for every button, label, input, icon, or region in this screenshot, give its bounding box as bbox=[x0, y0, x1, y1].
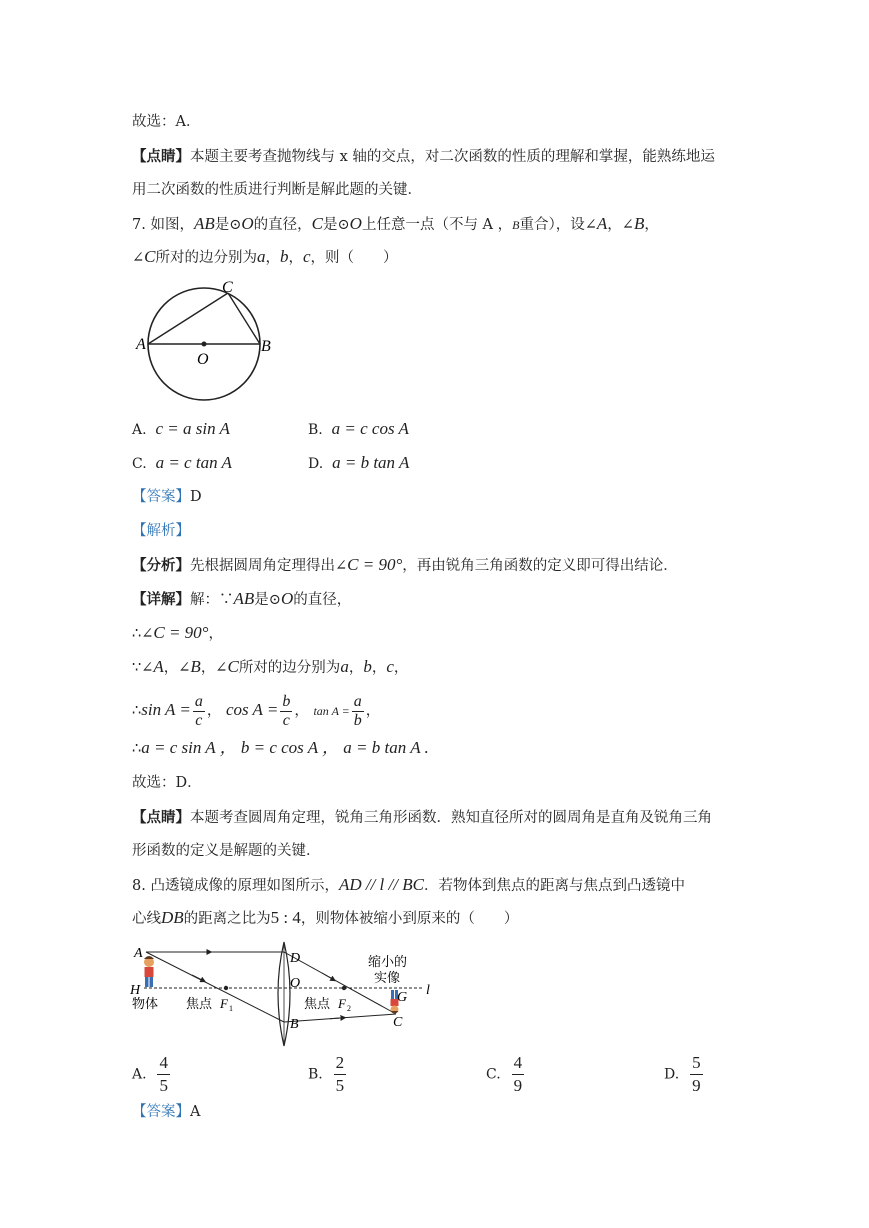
math-a: a bbox=[257, 247, 266, 266]
circle-figure bbox=[132, 278, 282, 403]
fraction-num: a bbox=[194, 692, 203, 710]
q7-text: 是⊙ bbox=[214, 217, 242, 233]
option-expr: a = b tan A bbox=[332, 453, 410, 472]
analysis-text: 先根据圆周角定理得出∠ bbox=[190, 558, 348, 574]
step-1 bbox=[132, 623, 223, 644]
chord-BC bbox=[228, 293, 260, 344]
analysis-line bbox=[132, 555, 678, 576]
detail-tag: 【详解】 bbox=[132, 591, 190, 608]
ray-arrow bbox=[192, 975, 204, 981]
fraction-den: 5 bbox=[335, 1076, 345, 1095]
q7-text: 重合），设∠ bbox=[519, 217, 597, 233]
q8-text: ，则物体被缩小到原来的（ ） bbox=[300, 911, 519, 927]
comment-text: 本题主要考查抛物线与 x 轴的交点，对二次函数的性质的理解和掌握，能熟练地运 bbox=[190, 149, 715, 165]
q7-text: 如图， bbox=[150, 217, 194, 233]
q7-text: 的直径， bbox=[253, 217, 312, 233]
option-label: C. bbox=[486, 1066, 501, 1083]
q7-text: ，则（ ） bbox=[310, 250, 398, 266]
label-B: B bbox=[290, 1017, 299, 1032]
option-fraction bbox=[690, 1052, 703, 1097]
fraction-den: c bbox=[282, 711, 290, 729]
label-F1: F bbox=[220, 996, 228, 1011]
label-reduced: 缩小的 bbox=[368, 955, 408, 970]
fraction-den: 5 bbox=[159, 1076, 168, 1095]
math-B: B bbox=[633, 214, 645, 233]
step-3: ∴sin A = $\frac{a}{c}$ ， cos A = $\frac{b}{c}$ ， tan A = $\frac{a}{b}$ ， bbox=[132, 692, 381, 729]
q7-text: ， bbox=[288, 250, 303, 266]
label-object: 物体 bbox=[132, 997, 159, 1012]
detail-line bbox=[132, 589, 351, 610]
option-label: A. bbox=[132, 422, 147, 438]
comment-tag: 【点睛】 bbox=[132, 148, 190, 165]
q7-text: ， bbox=[644, 217, 659, 233]
question-7-line-2 bbox=[132, 247, 398, 268]
question-8-line-1 bbox=[132, 875, 685, 896]
math-AB: AB bbox=[233, 589, 255, 608]
math-parallel: AD // l // BC bbox=[338, 875, 424, 894]
math-C90: C = 90° bbox=[347, 555, 403, 574]
step-text: ∵∠ bbox=[132, 660, 154, 676]
math-DB: DB bbox=[161, 908, 184, 927]
label-A: A bbox=[134, 946, 143, 961]
fraction-num: 2 bbox=[334, 1052, 347, 1075]
math-b: b bbox=[280, 247, 289, 266]
ray-arrow bbox=[322, 973, 334, 980]
fraction-den: b bbox=[353, 711, 362, 729]
fraction-num: b bbox=[282, 692, 291, 710]
step-text: ， bbox=[371, 660, 387, 676]
analysis-header: 【解析】 bbox=[132, 523, 190, 539]
q8-text: 心线 bbox=[132, 911, 161, 927]
q7-text: 所对的边分别为 bbox=[155, 250, 257, 266]
step-text: ，∠ bbox=[163, 660, 191, 676]
fraction-den: 9 bbox=[513, 1076, 523, 1095]
tan-fraction bbox=[352, 693, 364, 730]
label-O: O bbox=[197, 351, 209, 368]
math-a: a bbox=[340, 657, 349, 676]
step-text: ， bbox=[208, 626, 223, 642]
question-number: 8. bbox=[132, 878, 146, 894]
math-C: C bbox=[144, 247, 156, 266]
option-fraction bbox=[512, 1052, 525, 1097]
sin-fraction bbox=[193, 693, 205, 730]
step-text: ∴ bbox=[132, 703, 142, 719]
step-text: ， bbox=[393, 660, 409, 676]
math-A: A bbox=[153, 657, 164, 676]
step-4 bbox=[132, 738, 429, 759]
math-B: B bbox=[512, 218, 520, 232]
label-focus-1: 焦点 bbox=[186, 997, 213, 1012]
q7-text: 是⊙ bbox=[323, 217, 350, 233]
label-G: G bbox=[397, 990, 408, 1005]
answer-7 bbox=[132, 487, 202, 507]
step-text: ∴ bbox=[132, 741, 142, 757]
option-label: D. bbox=[308, 456, 324, 472]
math-O: O bbox=[280, 589, 294, 608]
detail-text: 的直径， bbox=[293, 592, 352, 608]
step-text: ， bbox=[348, 660, 364, 676]
option-label: D. bbox=[664, 1066, 680, 1083]
option-C[interactable] bbox=[486, 1052, 526, 1097]
step-text: 所对的边分别为 bbox=[238, 660, 341, 676]
lens-figure bbox=[130, 938, 440, 1050]
option-C[interactable] bbox=[132, 453, 232, 474]
comment-text: 本题考查圆周角定理，锐角三角形函数．熟知直径所对的圆周角是直角及锐角三角 bbox=[190, 810, 712, 826]
label-A: A bbox=[136, 336, 146, 353]
math-B: B bbox=[190, 657, 201, 676]
tan-lhs: tan A = bbox=[313, 704, 350, 718]
option-label: B. bbox=[308, 422, 323, 438]
question-7-line-1 bbox=[132, 214, 659, 235]
option-expr: a = c tan A bbox=[155, 453, 232, 472]
focal-point-F1 bbox=[224, 986, 228, 990]
label-B: B bbox=[261, 338, 271, 355]
fraction-num: 4 bbox=[512, 1052, 525, 1075]
q7-text: 上任意一点（不与 A ， bbox=[361, 217, 513, 233]
fraction-num: 5 bbox=[690, 1052, 703, 1075]
answer-tag: 【答案】 bbox=[132, 1104, 190, 1120]
option-expr: c = a sin A bbox=[155, 419, 230, 438]
label-D: D bbox=[290, 951, 301, 966]
ray-arrow bbox=[330, 1018, 344, 1019]
q8-text: 凸透镜成像的原理如图所示， bbox=[150, 878, 339, 894]
label-O: O bbox=[290, 976, 301, 991]
fraction-den: c bbox=[195, 711, 203, 729]
option-fraction bbox=[334, 1052, 347, 1097]
math-ratio: 5 : 4 bbox=[270, 908, 301, 927]
comment-text-2: 形函数的定义是解题的关键． bbox=[132, 843, 321, 859]
focal-point-F2 bbox=[342, 986, 346, 990]
option-expr: a = c cos A bbox=[331, 419, 409, 438]
math-O: O bbox=[349, 214, 362, 233]
option-D[interactable] bbox=[664, 1052, 705, 1097]
cos-lhs: cos A = bbox=[225, 700, 279, 719]
math-c: c bbox=[303, 247, 311, 266]
q8-text: 的距离之比为 bbox=[183, 911, 271, 927]
fraction-num: 4 bbox=[157, 1052, 170, 1075]
math-A: A bbox=[596, 214, 608, 233]
q7-text: ， bbox=[265, 250, 280, 266]
cos-fraction bbox=[280, 693, 292, 730]
option-label: A. bbox=[132, 1066, 147, 1083]
option-label: C. bbox=[132, 456, 147, 472]
step-2 bbox=[132, 657, 408, 678]
math-C: C bbox=[227, 657, 239, 676]
label-l: l bbox=[426, 983, 430, 998]
comment-text-2: 用二次函数的性质进行判断是解此题的关键． bbox=[132, 182, 422, 198]
label-H: H bbox=[130, 983, 141, 998]
label-F2-sub: 2 bbox=[347, 1004, 351, 1013]
object-figure-icon bbox=[144, 956, 154, 987]
fraction-den: 9 bbox=[692, 1076, 701, 1095]
math-c: c bbox=[386, 657, 394, 676]
option-B[interactable] bbox=[308, 1052, 348, 1097]
text-line: 故选：A． bbox=[132, 114, 201, 130]
final-expr: a = c sin A ， b = c cos A ， a = b tan A . bbox=[141, 738, 429, 757]
answer-8 bbox=[132, 1102, 200, 1122]
option-A[interactable] bbox=[132, 1052, 172, 1097]
answer-tag: 【答案】 bbox=[132, 489, 190, 505]
math-C: C bbox=[311, 214, 324, 233]
chord-AC bbox=[148, 293, 228, 344]
q8-text: ．若物体到焦点的距离与焦点到凸透镜中 bbox=[423, 878, 685, 894]
step-text: ，∠ bbox=[200, 660, 228, 676]
option-label: B. bbox=[308, 1066, 323, 1083]
question-number: 7. bbox=[132, 217, 146, 233]
analysis-tag: 【分析】 bbox=[132, 557, 190, 574]
option-B[interactable] bbox=[308, 419, 409, 440]
question-8-line-2 bbox=[132, 908, 518, 929]
center-point bbox=[202, 342, 207, 347]
option-A[interactable] bbox=[132, 419, 230, 440]
analysis-text: ，再由锐角三角函数的定义即可得出结论． bbox=[402, 558, 678, 574]
option-D[interactable] bbox=[308, 453, 409, 474]
answer-value: A bbox=[190, 1104, 201, 1120]
math-C90: C = 90° bbox=[153, 623, 209, 642]
step-text: ∴∠ bbox=[132, 626, 154, 642]
comment-paragraph bbox=[132, 808, 712, 828]
label-focus-2: 焦点 bbox=[304, 997, 331, 1012]
conclusion: 故选：D． bbox=[132, 775, 202, 791]
math-b: b bbox=[363, 657, 372, 676]
option-fraction bbox=[157, 1052, 170, 1097]
q7-text: ∠ bbox=[132, 250, 145, 266]
math-O: O bbox=[241, 214, 254, 233]
label-real-image: 实像 bbox=[374, 971, 401, 986]
comment-paragraph bbox=[132, 147, 715, 167]
answer-value: D bbox=[190, 489, 202, 505]
ray-AB bbox=[146, 952, 284, 1022]
comment-tag: 【点睛】 bbox=[132, 809, 190, 826]
math-AB: AB bbox=[193, 214, 215, 233]
label-F1-sub: 1 bbox=[229, 1004, 233, 1013]
q7-text: ，∠ bbox=[607, 217, 634, 233]
fraction-num: a bbox=[353, 692, 362, 710]
label-C: C bbox=[393, 1015, 403, 1030]
detail-text: 是⊙ bbox=[254, 592, 281, 608]
label-C: C bbox=[222, 279, 233, 296]
sin-lhs: sin A = bbox=[141, 700, 191, 719]
label-F2: F bbox=[338, 996, 346, 1011]
detail-text: 解：∵ bbox=[190, 592, 234, 608]
